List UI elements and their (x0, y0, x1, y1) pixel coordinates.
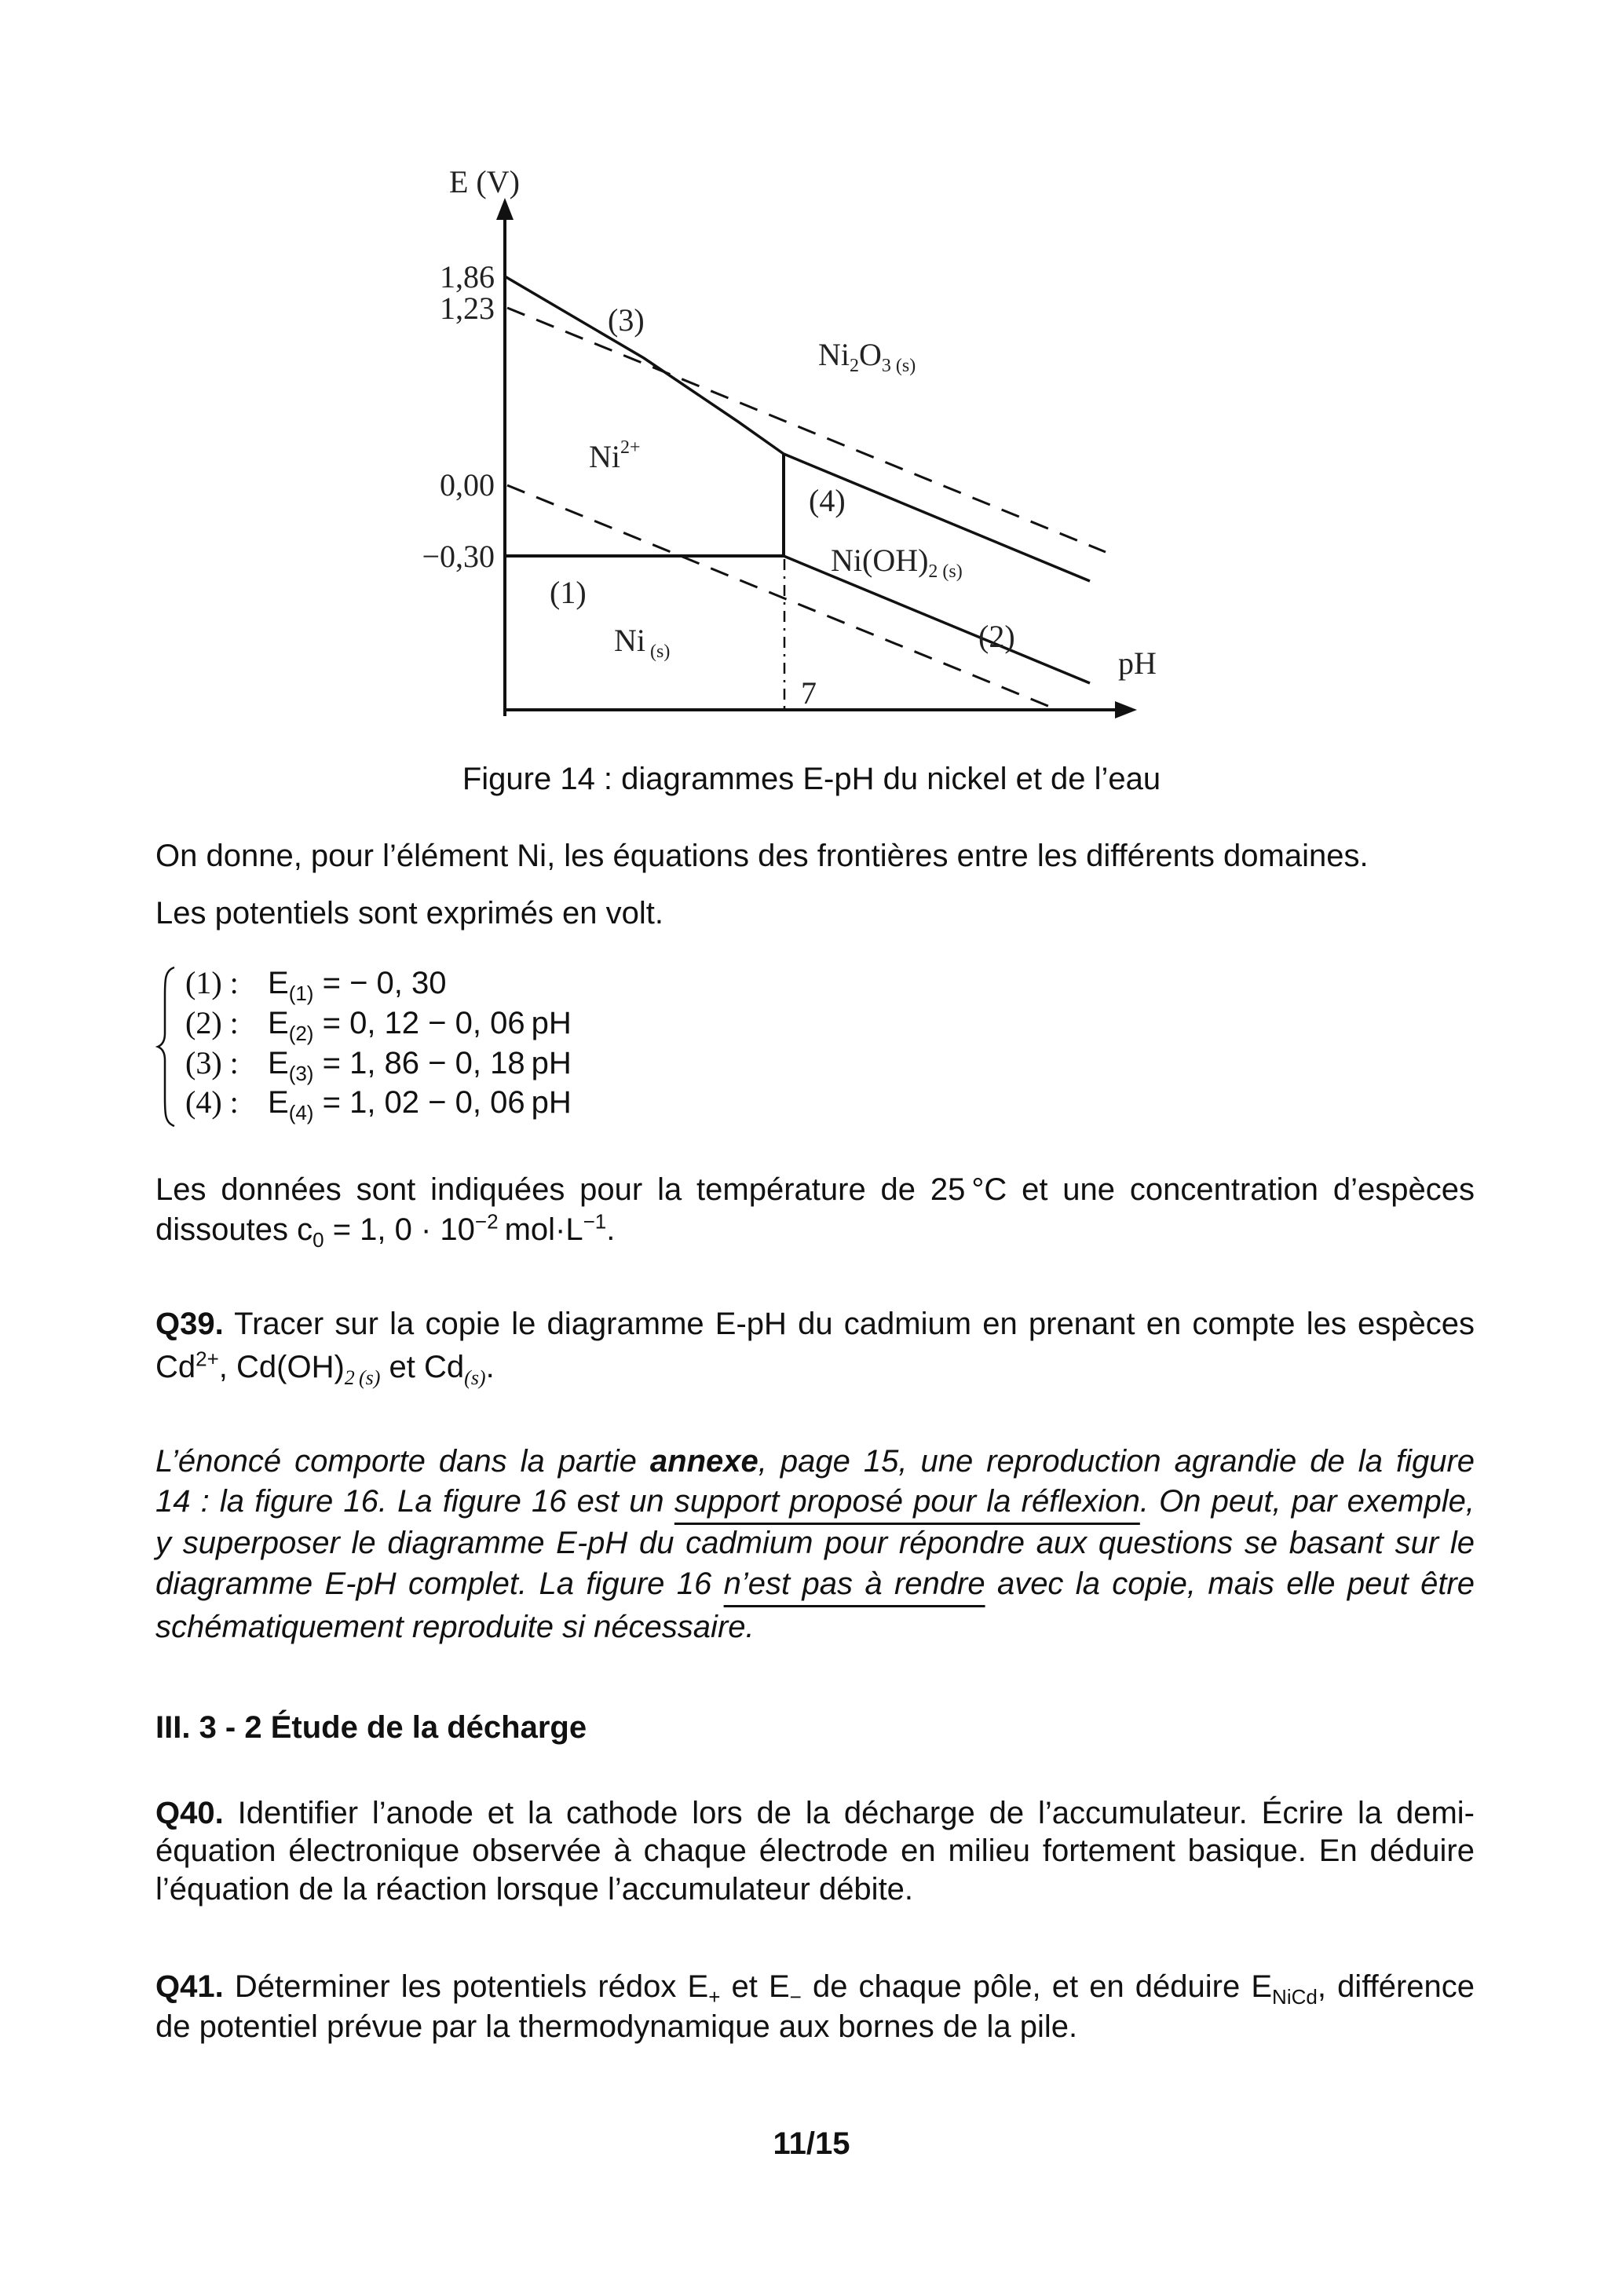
region-ni-solid-label: Ni (s) (614, 623, 671, 662)
equation-E: E (268, 966, 289, 1000)
underlined-not-to-return-phrase: n’est pas à rendre (723, 1567, 985, 1601)
y-tick-0-00: 0,00 (440, 467, 495, 503)
q40-label: Q40. (155, 1796, 224, 1830)
q41-line-1: Q41. Déterminer les potentiels rédox $E_+$ et $E_-$ de chaque pôle, et en déduire $E_{NiCd}$, différence (155, 1969, 1475, 2009)
water-lower-dashed-line (507, 485, 1054, 708)
x-tick-7: 7 (801, 675, 817, 711)
data-conditions-line-1: Les données sont indiquées pour la température de 25 °C et une concentration d’espèces (155, 1172, 1475, 1207)
region-ni2plus-label: Ni2+ (589, 437, 641, 474)
equation-row-4 (185, 1084, 572, 1123)
line-label-3: (3) (608, 302, 645, 338)
line-label-2: (2) (978, 619, 1015, 654)
q39-line-2: $Cd^{2+}$, $Cd(OH)_{2 (s)}$ et $Cd_{(s)}$. (155, 1347, 495, 1389)
data-conditions-line-2: dissoutes $c_0 = 1$, $0 \cdot 10^{-2}$ $mol\cdot L^{-1}$. (155, 1209, 616, 1252)
figure-caption: Figure 14 : diagrammes E-pH du nickel et de l’eau (462, 762, 1161, 796)
annex-note-line-2: 14 : la figure 16. La figure 16 est un support proposé pour la réflexion. On peut, par exemple, (155, 1484, 1475, 1519)
equation-subscript: (3) (288, 1062, 314, 1085)
q39-line-1: Q39. Tracer sur la copie le diagramme E-pH du cadmium en prenant en compte les espèces (155, 1307, 1475, 1341)
annex-note-line-4: diagramme E-pH complet. La figure 16 n’est pas à rendre avec la copie, mais elle peut être (155, 1567, 1475, 1601)
y-tick-1-23: 1,23 (440, 291, 495, 326)
region-nioh2-label: Ni(OH)2 (s) (831, 543, 963, 582)
q41-line-2: de potentiel prévue par la thermodynamique aux bornes de la pile. (155, 2009, 1078, 2044)
y-axis-label: E (V) (449, 164, 520, 199)
intro-line-2: Les potentiels sont exprimés en volt. (155, 896, 664, 930)
equation-subscript: (2) (288, 1022, 314, 1045)
x-axis-label: pH (1118, 645, 1157, 681)
equation-subscript: (1) (288, 982, 314, 1005)
y-tick-minus-0-30: −0,30 (422, 539, 495, 574)
water-upper-dashed-line (507, 308, 1106, 552)
equation-row-2 (185, 1004, 572, 1044)
underlined-support-phrase: support proposé pour la réflexion (674, 1484, 1140, 1519)
q40-line-3: l’équation de la réaction lorsque l’accumulateur débite. (155, 1872, 914, 1907)
equation-number: (2) : (185, 1005, 239, 1040)
equation-number: (3) : (185, 1045, 239, 1080)
equation-rhs: = 0, 12 − 0, 06 pH (322, 1006, 572, 1040)
equation-rhs: = − 0, 30 (322, 966, 447, 1000)
q41-label: Q41. (155, 1969, 224, 2004)
equation-number: (4) : (185, 1084, 239, 1120)
line-label-1: (1) (550, 575, 587, 610)
annex-note-line-1: L’énoncé comporte dans la partie annexe, page 15, une reproduction agrandie de la figure (155, 1444, 1475, 1479)
section-title: III. 3 - 2 Étude de la décharge (155, 1710, 587, 1745)
x-axis-arrow-icon (1115, 701, 1137, 718)
line-label-4: (4) (809, 483, 846, 518)
ph-diagram-figure (0, 0, 1623, 754)
equation-rhs: = 1, 02 − 0, 06 pH (322, 1085, 572, 1120)
annex-note-line-5: schématiquement reproduite si nécessaire. (155, 1610, 755, 1644)
intro-line-1: On donne, pour l’élément Ni, les équations des frontières entre les différents domaines. (155, 839, 1369, 873)
left-brace-icon (155, 964, 179, 1129)
y-tick-1-86: 1,86 (440, 259, 495, 294)
equation-rhs: = 1, 86 − 0, 18 pH (322, 1046, 572, 1080)
equation-number: (1) : (185, 965, 239, 1000)
annexe-keyword: annexe (649, 1444, 758, 1479)
equation-E: E (268, 1046, 289, 1080)
region-ni2o3-label: Ni2O3 (s) (818, 337, 916, 376)
equation-row-3 (185, 1044, 572, 1084)
page-number: 11/15 (773, 2126, 850, 2161)
q40-line-2: équation électronique observée à chaque électrode en milieu fortement basique. En déduire (155, 1834, 1475, 1868)
q39-label: Q39. (155, 1307, 224, 1341)
q40-line-1: Q40. Identifier l’anode et la cathode lors de la décharge de l’accumulateur. Écrire la demi- (155, 1796, 1475, 1830)
equation-subscript: (4) (288, 1101, 314, 1124)
y-axis-arrow-icon (496, 198, 514, 220)
equation-E: E (268, 1085, 289, 1120)
equation-E: E (268, 1006, 289, 1040)
equation-row-1 (185, 964, 447, 1004)
annex-note-line-3: y superposer le diagramme E-pH du cadmium pour répondre aux questions se basant sur le (155, 1526, 1475, 1560)
